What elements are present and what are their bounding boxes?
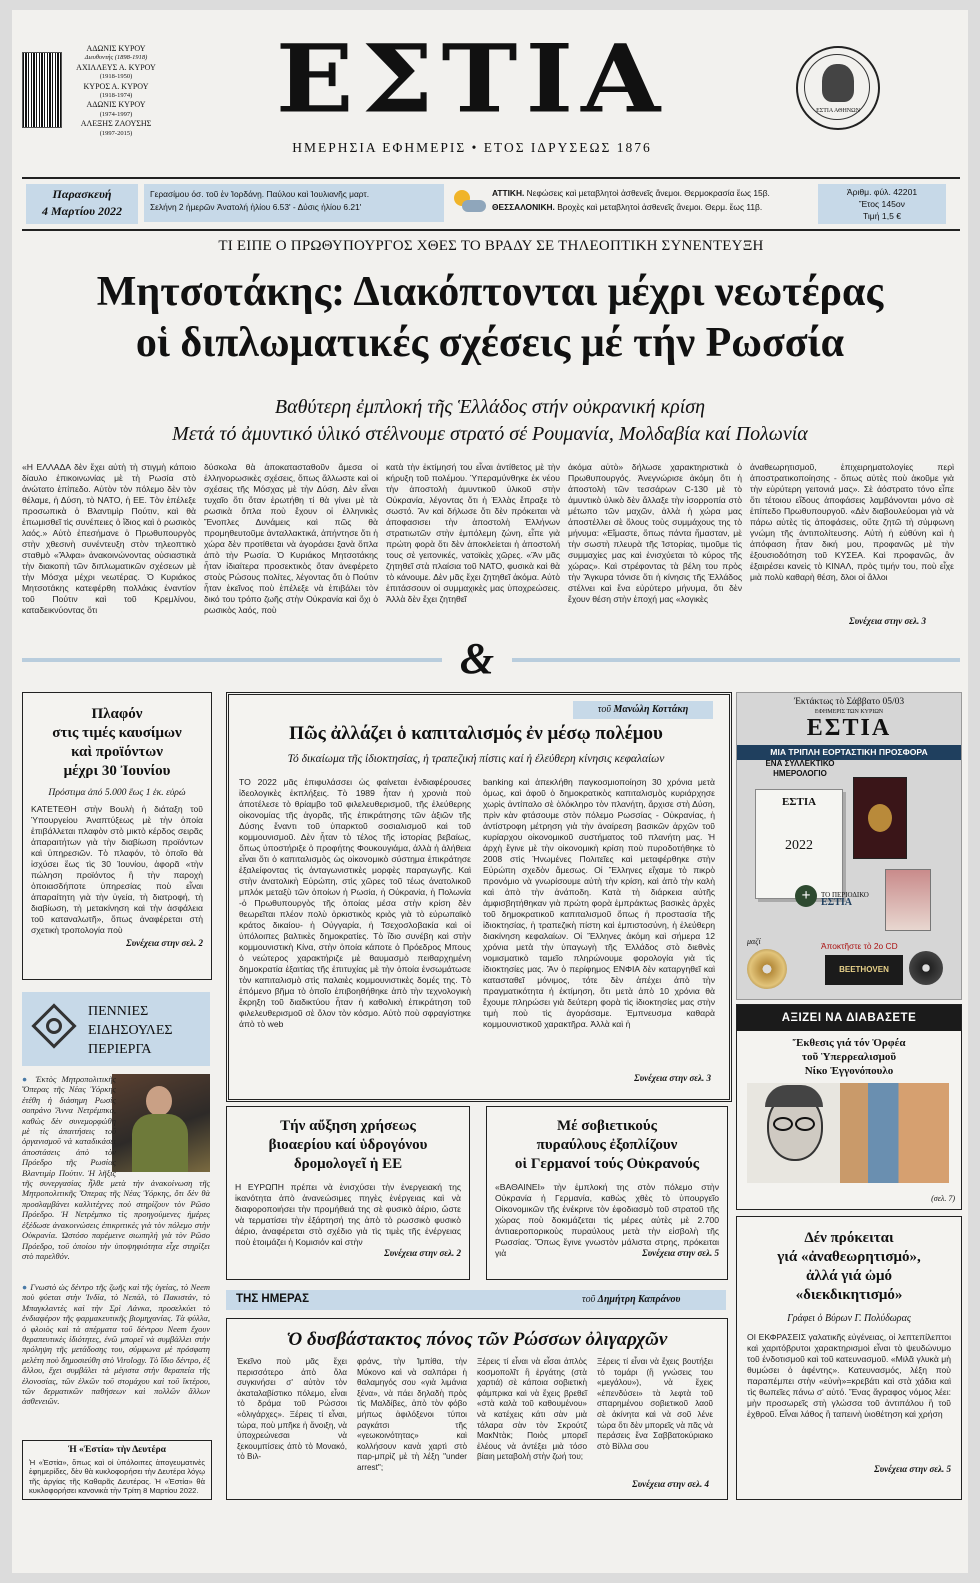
missiles-continued-link[interactable]: Συνέχεια στην σελ. 5 bbox=[642, 1248, 719, 1258]
lead-col-5: ἀναθεωρητισμοῦ, ἐπιχειρηματολογίες περὶ ἀποστρατικοποίησης - ὅπως αὐτὲς ποὺ ἀκοῦμε γιὰ τὴν εὐρύτερη γειτονιά μας». Σὲ ἀόστρατο τόνο εἶπε ὅτι τέτοιου εἴδους ἀποφάσεις λαμβάνονται μόνο σὲ ἐπίπεδο Πρωθυπουργοῦ. «Δὲν διαβουλεύομαι γιὰ νὰ πάρω αὐτὲς τὶς ἀποφάσεις, οὔτε ζητῶ τὴ σύμφωνη γνώμη τῆς ἀντιπολίτευσης. Αὐτὴ ἡ εὐθύνη καὶ ἡ ἀπόφαση ἦταν δική μου, προφανῶς μὲ τὴν ἐξουσιοδότηση τοῦ ΚΥΣΕΑ. Καὶ προφανῶς, ἂν ἐξαιρέσει κανεὶς τὸ ΚΙΝΑΛ, πρὸς τιμήν του, ποὺ εἶχε μιὰ πολὺ καθαρὴ θέση, δλοι οἱ ἄλλοι bbox=[750, 462, 954, 582]
capitalism-title: Πῶς ἀλλάζει ὁ καπιταλισμός ἐν μέσῳ πολέμου bbox=[289, 723, 663, 744]
oligarchs-col-1: Ἐκεῖνο ποὺ μᾶς ἔχει περισσότερο ἀπὸ ὅλα συγκινήσει σ' αὐτὸν τὸν ἀκαταλαβίστικο πόλεμο, εἶναι τὸ δράμα τοῦ Ρώσσοι «ὀλιγάρχες». Ξέρεις τί εἶναι, τώρα, ποὺ μπῆκε ἡ ἄνοιξη, νὰ ὑποχρεώνεσαι νὰ ξεκουμπίσεις ἀπὸ τὸ Μονακό, τὸ Βιλ- bbox=[237, 1357, 347, 1462]
cd-disc bbox=[747, 949, 787, 989]
worth-header: ΑΞΙΖΕΙ ΝΑ ΔΙΑΒΑΣΕΤΕ bbox=[737, 1005, 961, 1031]
lead-subheadline: Βαθύτερη ἐμπλοκή τῆς Ἑλλάδος στήν οὐκρανική κρίση Μετά τό ἀμυντικό ὑλικό στέλνουμε στρατό σέ Ρουμανία, Μολδαβία καί Πολωνία bbox=[172, 396, 808, 445]
lead-col-2: δύσκολα θὰ ἀποκατασταθοῦν ἄμεσα οἱ ἑλληνορωσικὲς σχέσεις, ὅπως ἄλλωστε καὶ οἱ σχέσεις τῆς Μόσχας μὲ τὴν Δύση. Δὲν εἶναι τυχαῖο ὅτι ὅταν ἐρωτήθη τί θὰ γίνει μὲ τὰ ρωσικὰ ὅπλα ποὺ ἔχουν οἱ ἑλληνικὲς Ἔνοπλες Δυνάμεις καὶ πῶς θὰ προμηθευτοῦμε ἀνταλλακτικά, ἀπήντησε ὅτι ἡ χώρα δὲν προτίθεται νὰ ἀγοράσει ξανὰ ὅπλα ἀπὸ τὴν Ρωσία. Ὁ Κυριάκος Μητσοτάκης ἦταν ἰδιαίτερα προσεκτικὸς ὅταν ἀνεφέρετο στοὺς Ρώσους πολίτες, λέγοντας ὅτι ὁ Πούτιν ἦταν ἐκεῖνος ποὺ ἐπέλεξε νὰ ἐπιβάλει τὸν δικό του τρόπο ζωῆς στὴν Οὐκρανία καὶ ὄχι ὁ ρωσικὸς λαός, ποὺ bbox=[204, 462, 378, 615]
fuel-body: ΚΑΤΕΤΕΘΗ στὴν Βουλὴ ἡ διάταξη τοῦ Ὑπουργείου Ἀναπτύξεως μὲ τὴν ὁποία ἐπιβάλλεται πλαφὸν στὸ μικτὸ κέρδος σειρᾶς ἀπαραιτήτων γιὰ τὴν διαβίωση προϊόντων καὶ ὑπηρεσιῶν. Τὸ πλαφόν, τὸ ὁποῖο θὰ ἰσχύσει ἕως τὶς 30 Ἰουνίου, ἀφορᾶ «τὴν πώληση προϊόντος ἢ τὴν παροχὴ ὁποιασδήποτε ὑπηρεσίας ποὺ εἶναι ἀπαραίτητη γιὰ τὴν ὑγεία, τὴ διατροφή, τὴ διαβίωση, τὴ μετακίνηση καὶ τὴν ἀσφάλεια τοῦ καταναλωτῆ», ὅπως ἀναφέρεται στὴ σχετικὴ τροπολογία ποὺ bbox=[31, 804, 203, 935]
lead-continued-link[interactable]: Συνέχεια στην σελ. 3 bbox=[849, 616, 926, 626]
monday-notice: Ἡ «Ἑστία» τὴν Δευτέρα Ἡ «Ἑστία», ὅπως καὶ οἱ ὑπόλοιπες ἀπογευματινὲς ἐφημερίδες, δὲν θὰ κυκλοφορήσει τὴν Δευτέρα λόγῳ τῆς ἀργίας τῆς Καθαρᾶς Δευτέρας. Ἡ «Ἑστία» θὰ κυκλοφορήσει κανονικὰ τὴν Τρίτη 8 Μαρτίου 2022. bbox=[22, 1440, 212, 1500]
oligarchs-continued-link[interactable]: Συνέχεια στην σελ. 4 bbox=[632, 1479, 709, 1489]
fuel-continued-link[interactable]: Συνέχεια στην σελ. 2 bbox=[126, 938, 203, 948]
biogas-title: Τήν αὔξηση χρήσεως βιοαερίου καί ὑδρογόνου δρομολογεῖ ἡ ΕΕ bbox=[268, 1118, 428, 1172]
newspaper-page bbox=[12, 10, 968, 1573]
biogas-continued-link[interactable]: Συνέχεια στην σελ. 2 bbox=[384, 1248, 461, 1258]
revisionism-body: ΟΙ ΕΚΦΡΑΣΕΙΣ γαλατικῆς εὐγένειας, οἱ λεπτεπίλεπτοι καὶ χαριτόβρυτοι χαρακτηρισμοὶ εἶναι τὸ ψευδώνυμο τοῦ ἐνδοτισμοῦ καὶ τοῦ κατευνασμοῦ. «Μιλᾶ γλυκὰ μὴ θυμώσει ὁ ἀφέντης». Κατευνασμός, λέξη ποὺ παραπέμπει στὴν «εὐνὴ»=κρεβάτι καὶ στὰ χάδια καὶ τὶς θωπεῖες πάνω σ' αὐτό. Ἕνας ἄγραφος νόμος λέει: μὴν προσωρεῖς στὴ γλώσσα τοῦ ἀντιπάλου ἢ τοῦ ἐχθροῦ. Εἶναι λάθος ἢ ταπεινὴ ὑιοθέτηση καὶ χρήση bbox=[747, 1332, 951, 1419]
worth-reading-box bbox=[736, 1004, 962, 1210]
divider-left bbox=[22, 658, 442, 662]
divider-right bbox=[512, 658, 960, 662]
capitalism-byline: τοῦ Μανώλη Κοττάκη bbox=[573, 701, 713, 719]
cd-disc-2 bbox=[909, 951, 943, 985]
plus-sign: + bbox=[795, 885, 817, 907]
biogas-body: Η ΕΥΡΩΠΗ πρέπει νὰ ἐνισχύσει τὴν ἐνεργειακή της ἱκανότητα ἀπὸ ἀνανεώσιμες πηγὲς ἐνέργειας καὶ νὰ διαφοροποιήσει τὴν προμήθειά της σὲ φυσικὸ ἀέριο, ὥστε νὰ τερματίσει τὴν ἐξάρτησή της ἀπὸ τὸ ρωσσικὸ φυσικὸ ἀέριο, ἀναφέρεται στὸ σχέδιο γιὰ τὶς τιμὲς τῆς ἐνέργειας ποὺ ἑτοιμάζει ἡ Κομισιόν καὶ στὴν bbox=[235, 1182, 461, 1247]
calendar-book: ΕΣΤΙΑ 2022 bbox=[755, 789, 843, 899]
oligarchs-article bbox=[226, 1318, 728, 1500]
almanac: Γερασίμου όσ. τοῦ ἐν Ἰορδάνῃ. Παύλου καὶ Ἰουλιανῆς μαρτ. Σελήνη 2 ἡμερῶν Ἀνατολή ἡλίου 6.53' - Δύσις ἡλίου 6.21' bbox=[144, 184, 444, 222]
promo-brand: ΕΣΤΙΑ bbox=[806, 715, 892, 741]
promo-ad[interactable]: Ἐκτάκτως τὸ Σάββατο 05/03 ΕΦΗΜΕΡΙΣ ΤΩΝ ΚΥΡΙΩΝ ΕΣΤΙΑ ΜΙΑ ΤΡΙΠΛΗ ΕΟΡΤΑΣΤΙΚΗ ΠΡΟΣΦΟΡΑ ΕΝΑ ΣΥΛΛΕΚΤΙΚΟ ΗΜΕΡΟΛΟΓΙΟ ΕΣΤΙΑ 2022 + ΤΟ ΠΕΡΙΟΔΙΚΟ ΕΣΤΙΑ μαζί Ἀποκτῆστε τὸ 2ο CD BEETHOVEN bbox=[736, 692, 962, 1000]
capitalism-continued-link[interactable]: Συνέχεια στην σελ. 3 bbox=[634, 1073, 711, 1083]
day-section-label: ΤΗΣ ΗΜΕΡΑΣ bbox=[236, 1293, 310, 1305]
capitalism-article bbox=[226, 692, 732, 1102]
revisionism-box bbox=[736, 1216, 962, 1500]
gossip-title: ΠΕΝΝΙΕΣ ΕΙΔΗΣΟΥΛΕΣ ΠΕΡΙΕΡΓΑ bbox=[88, 1004, 173, 1057]
promo-banner: ΜΙΑ ΤΡΙΠΛΗ ΕΟΡΤΑΣΤΙΚΗ ΠΡΟΣΦΟΡΑ bbox=[737, 745, 961, 760]
oligarchs-col-2: φράνς, τὴν Ἰμπίθα, τὴν Μύκονο καὶ νὰ σαλπάρει ἡ θαλαμηγός σου «γιὰ λιμάνια ξένα», νὰ πάει δηλαδὴ πρὸς τὶς Μαλδίβες, ἀπὸ τὸν φόβο μήπως ἀφιλόξενοι τύποι ραγκάτσι τῆς «γεωκοινότητας» καὶ κολλήσουν κανὰ χαρτὶ στὸ παρ-μπρὶζ μὲ τὴ λέξη "under arrest"; bbox=[357, 1357, 467, 1472]
fuel-title: Πλαφόν στις τιμές καυσίμων καὶ προϊόντων μέχρι 30 Ἰουνίου bbox=[52, 706, 182, 779]
capitalism-col-1: ΤΟ 2022 μᾶς ἐπιφυλάσσει ὡς φαίνεται ἐνδιαφέρουσες ἰδεολογικὲς ἐκπλήξεις. Τὸ 1989 ἦταν ἡ χρονιὰ ποὺ ἀποτέλεσε τὸ θρίαμβο τοῦ φιλελευθερισμοῦ, τῆς ἐλεύθερης οἰκονομίας τῆς ἀγορᾶς, τῆς ἐπικράτησης τῶν ἀξιῶν τῆς Δύσης ἔναντι τοῦ ὑπαρκτοῦ σοσιαλισμοῦ καὶ τοῦ κομμουνισμοῦ. Δὲν ἦταν τὸ τέλος τῆς ἱστορίας βεβαίως, ὅπως ὑποστήριξε ὁ προφήτης Φουκουγιάμα, ἀλλὰ ἡ ἀλήθεια εἶναι ὅτι ὁ καπιταλισμὸς ὡς οἰκονομικὸ σύστημα ἐπικράτησε ἐξαλείφοντας τὶς ἀνταγωνιστικὲς μορφὲς παραγωγῆς. Καὶ στὴν ἀνατολικὴ Εὐρώπη, στὶς χῶρες τοῦ τέως ἀνατολικοῦ μπλόκ μεταξὺ τῶν ὁποίων ἡ Ρωσία, ἡ Οὐκρανία, ἡ Πολωνία -ὁ Πρωθυπουργὸς τῆς ὁποίας μέσα στὴν κρίση δὲν θεωρεῖται πλέον πολὺ ὀρκιστικὸς κριὸς γιὰ τὸ εὐρωπαϊκὸ κράτος δικαίου- ἡ Οὐγγαρία, ἡ Τσεχοσλοβακία καὶ οἱ ὑπόλοιπες βαλτικὲς δημοκρατίες. Τὸ ἴδιο συνέβη καὶ στὴν κομμουνιστικὴ Κίνα, στὴν ὁποία κάποτε ὁ Πρόεδρος Μπους ὁ νεώτερος χαρακτήριζε μὲ θαυμασμὸ πειθαρχημένη δημοκρατία ἐξαιτίας τῆς ἐπιτυχίας μὲ τὴν ὁποία ἐνσωμάτωσε τὸν καπιταλισμὸ στὶς παλαιὲς κομμουνιστικὲς δομές της. Τὸ ἑπόμενο βῆμα τὸ ὁποῖο ἐπιβοηθήθηκε ἀπὸ τὴν τεχνολογικὴ ἔκρηξη τοῦ διαδικτύου ἦταν ἡ καθολικὴ ἐπικράτηση τοῦ φιλελευθερισμοῦ σὲ ὅλον τὸν κόσμο. Αὐτὸ ποὺ σφραγίστηκε ἀπὸ τὸ web bbox=[239, 777, 471, 1029]
missiles-box bbox=[486, 1106, 728, 1280]
lead-col-3: κατὰ τὴν ἐκτίμησή του εἶναι ἀντίθετος μὲ τὴν κήρυξη τοῦ πολέμου. Ὑπεραμύνθηκε ἐκ νέου τὴν ἀποστολὴ ἀμυντικοῦ ὑλικοῦ στὴν Οὐκρανία, λέγοντας ὅτι ἡ Ἑλλὰς ἔπραξε τὸ σωστό. Ἂν καὶ δήλωσε ὅτι δὲν πρόκειται νὰ ἀποφασισει τὴν ἀποστολὴ Ἑλλήνων στρατιωτῶν στὴν ἐμπόλεμη ζώνη, εἶπε γιὰ πρώτη φορὰ ὅτι δὲν ἀποκλείεται ἡ ἀποστολή τους σὲ γειτονικές, νατοϊκὲς χῶρες. «Ἂν μᾶς ζητηθεῖ στὰ πλαίσια τοῦ ΝΑΤΟ, φυσικὰ καὶ θὰ τὸ κάνουμε. Δὲν μᾶς ἔχει ζητηθεῖ ἀκόμα. Αὐτὸ ἐπιτάσσουν οἱ συμμαχικὲς μας ὑποχρεώσεις. Ἀλλὰ δὲν ἔχει ζητηθεῖ bbox=[386, 462, 560, 604]
barcode bbox=[22, 52, 62, 128]
masthead-subtitle: ΗΜΕΡΗΣΙΑ ΕΦΗΜΕΡΙΣ • ΕΤΟΣ ΙΔΡΥΣΕΩΣ 1876 bbox=[292, 140, 652, 155]
oligarchs-col-3: Ξέρεις τί εἶναι νὰ εἶσαι ἀπλὸς κοσμοπολῖτ ἢ ἐργάτης (στὰ χαρτιά) σὲ κάποια σοβιετικὴ φάμπρικα καὶ νὰ ἔχεις βρεθεῖ «στὰ καλὰ τοῦ καθουμένου» νὰ κατέχεις κάτι σὰν μιὰ τάλαρα σὰν τὸν Σκρούτζ ΜακΝτὰκ; Ποιὸς μπορεῖ ἐλέους νὰ ἀντέξει μιὰ τόσο βίαιη μεταβολὴ στὴν ζωή του; bbox=[477, 1357, 587, 1462]
worth-title: Ἔκθεσις γιά τόν Ὀρφέα τοῦ Ὑπερρεαλισμοῦ Νίκο Ἐγγονόπουλο bbox=[792, 1037, 906, 1077]
revisionism-continued-link[interactable]: Συνέχεια στην σελ. 5 bbox=[874, 1464, 951, 1474]
ornament-icon bbox=[34, 1006, 74, 1046]
revisionism-title: Δέν πρόκειται γιά «ἀναθεωρητισμό», ἀλλά γιά ὠμό «διεκδικητισμό» bbox=[777, 1230, 921, 1303]
capitalism-col-2: banking καὶ ἀπεκλήθη παγκοσμιοποίηση 30 χρόνια μετὰ ὁμως, καὶ ἀφοῦ ὁ δημοκρατικὸς καπιταλισμὸς κυριάρχησε χωρὶς ἀντίπαλο σὲ ὁλόκληρο τὸν πλανήτη, ἄρχισε στὴ Δύση, πρὶν κὰν φτάσουμε στὸν πόλεμο Ρωσσίας - Οὐκρανίας, ἡ ἀντίστροφη μέτρηση γιὰ τὴν ἀναίρεση βασικῶν ἀρχῶν τοῦ κυρίαρχου οἰκονομικοῦ συστήματος τοῦ πλανήτη μας. Ἡ ἀρχὴ ἔγινε μὲ τὴν οἰκονομικὴ κρίση ποὺ πυροδοτήθηκε τὸ 2008 στὶς Ἡνωμένες Πολιτεῖες καὶ μεταφέρθηκε στὴν Εὐρώπη σχεδὸν ἄμεσως. Οἱ Ἕλληνες εἴχαμε τὸ πικρὸ προνόμιο νὰ γνωρίσουμε αὐτὴ τὴν κρίση, καὶ ἀπὸ τὴν καλὴ καὶ ἀπὸ τὴν ἀνάποδη. Κατὰ τὴ διάρκεια αὐτῆς ἀμφισβητήθηκαν γιὰ πρώτη φορὰ ἐμπράκτως βασικὲς ἀρχὲς τοῦ δημοκρατικοῦ καπιταλισμοῦ ὅπως ἡ προστασία τῆς ἰδιοκτησίας, ἡ τραπεζικὴ πίστη καὶ ἐμπιστοσύνη, ἡ ἐλεύθερη διακίνηση κεφαλαίων. Οἱ Ἕλληνες ἀκόμη καὶ σήμερα 12 χρόνια μετὰ τὴν ὑπαγωγὴ τῆς Ἑλλάδος στὸ διεθνὲς νομισματικὸ ταμεῖο πληρώνουμε φορολογία γιὰ τὶς ἰδιοκτησίες μας. Ἂν ὁ περίφημος ΕΝΦΙΑ δὲν καταργηθεῖ καὶ κατασταθεῖ μόνιμος, τότε δὲν ἀπέχει ἀπὸ τὴν πραγματικότητα ἡ ἐκτίμηση, ὅτι μετὰ ἀπὸ 10 χρόνια θὰ ἔχουμε πληρώσει γιὰ δεύτερη φορὰ τὶς ἰδιοκτησίες μας στὴν τιμὴ ποὺ τὶς ἀγοράσαμε. Ἐμπνευσμα καθαρὰ κομμουνιστικοῦ χαρακτῆρα. Ἀλλὰ καὶ ἡ bbox=[483, 777, 715, 1029]
oligarchs-col-4: Ξέρεις τί εἶναι νὰ ἔχεις βουτήξει τὸ τομάρι (ἢ γνώσεις του «μεγάλου»), νὰ ἔχεις «ἐπενδύσει» τὰ λεφτὰ τοῦ σπαρημένου σοβιετικοῦ λαοῦ σὲ ἀκίνητα καὶ νὰ σοῦ λένε τώρα ὅτι δὲν μπορεῖς νὰ πᾶς νὰ περάσεις ἕνα Σαββατοκύριακο στὸ Βίλλα σου bbox=[597, 1357, 713, 1451]
lead-col-1: «Η ΕΛΛΑΔΑ δὲν ἔχει αὐτὴ τὴ στιγμὴ κάποιο δίαυλο ἐπικοινωνίας μὲ τὴ Ρωσία στὸ ἀνώτατο ἐπίπεδο. Αὐτὸν τὸν πόλεμο δὲν τὸν θέλαμε, ἡ Δύση, τὸ ΝΑΤΟ, ἡ ΕΕ. Τὸν ἐπέλεξε προσωπικὰ ὁ Βλαντιμὶρ Πούτιν, καὶ θὰ ἐπωμισθεῖ τὶς συνέπειες ὁ ἴδιος καὶ ὁ ρωσικὸς λαός.» Αὐτὸ ἐπεσήμανε ὁ Πρωθυπουργὸς στὴν χθεσινὴ συνέντευξη στὸν τηλεοπτικὸ σταθμὸ «Ἄλφα» ἀνακοινώνοντας οὐσιαστικὰ τὴν διακοπὴ τῶν διπλωματικῶν σχέσεων μὲ τὴν Μόσχα μέχρι νεωτέρας. Ὁ Κυριάκος Μητσοτάκης κατεφέρθη πολλάκις ἐναντίον τοῦ Πούτιν καὶ τοῦ Κρεμλίνου, καταδεικνύοντας ὅτι bbox=[22, 462, 196, 615]
date-box: Παρασκευή 4 Μαρτίου 2022 bbox=[26, 184, 138, 224]
missiles-title: Μέ σοβιετικούς πυραύλους ἐξοπλίζουν οἱ Γερμανοί τούς Οὐκρανούς bbox=[514, 1118, 700, 1172]
lead-col-4: ἀκόμα αὐτὸ» δήλωσε χαρακτηριστικὰ ὁ Πρωθυπουργός. Ἀνεγνώρισε ἀκόμη ὅτι ἡ ἀποστολὴ τῶν τεσσάρων C-130 μὲ τὸ ἀμυντικὸ ὑλικὸ δὲν ἄλλαξε τὴν ἰσορροπία στὸ μέτωπο τῶν μαχῶν, ἀλλὰ ἡ χώρα μας ἀποστέλλει σὲ ὅλους τοὺς συμμάχους της τὸ μήνυμα: «Εἴμαστε, ὅπως πάντα ἤμασταν, μὲ τὴν σωστὴ πλευρὰ τῆς Ἱστορίας, τιμοῦμε τὶς συμμαχίες μας καὶ ἐνισχύεται τὸ κύρος τῆς χώρας». Καὶ στρέφοντας τὰ βέλη του πρὸς τὴν Ἄγκυρα τόνισε ὅτι ἡ κίνησις τῆς Ἑλλάδος στέλνει καὶ ἕνα εὐρύτερο μήνυμα, ὅτι δὲν ἔχουν θέση στὴν ἐποχή μας «λογικὲς bbox=[568, 462, 742, 604]
biogas-box bbox=[226, 1106, 470, 1280]
lead-kicker: ΤΙ ΕΙΠΕ Ο ΠΡΩΘΥΠΟΥΡΓΟΣ ΧΘΕΣ ΤΟ ΒΡΑΔΥ ΣΕ ΤΗΛΕΟΠΤΙΚΗ ΣΥΝΕΝΤΕΥΞΗ bbox=[218, 238, 764, 254]
gossip-header bbox=[22, 992, 210, 1066]
capitalism-subtitle: Τό δικαίωμα τῆς ἰδιοκτησίας, ἡ τραπεζική πίστις καί ἡ ἐλεύθερη κίνησις κεφαλαίων bbox=[287, 753, 665, 765]
revisionism-byline: Γράφει ὁ Βύρων Γ. Πολύδωρας bbox=[787, 1313, 911, 1324]
ampersand-ornament: & bbox=[459, 634, 495, 683]
weather-forecast: ΑΤΤΙΚΗ. Νεφώσεις καὶ μεταβλητοὶ ἀσθενεῖς ἄνεμοι. Θερμοκρασία ἕως 15β. ΘΕΣΣΑΛΟΝΙΚΗ. Βροχὲς καὶ μεταβλητοὶ ἀσθενεῖς ἄνεμοι. Θερμ. ἕως 11β. bbox=[492, 188, 770, 212]
red-book bbox=[853, 777, 907, 859]
missiles-body: «ΒΑΘΑΙΝΕΙ» τὴν ἐμπλοκή της στὸν πόλεμο στὴν Οὐκρανία ἡ Γερμανία, καθὼς χθὲς τὸ ὑπουργεῖο Οἰκονομικῶν τῆς ἐνέκρινε τὸν ἐφοδιασμὸ τοῦ στρατοῦ τῆς χώρας ποὺ δοκιμάζεται τὶς μέρες αὐτὲς μὲ 2.700 ἀντιαεροπορικοὺς πυραύλους μετὰ τὴν εἰσβολὴ τῆς Ρωσσίας. Ὅπως ἔγινε γνωστὸν μάλιστα στρης, πρόκειται γιὰ bbox=[495, 1182, 719, 1258]
day-section-byline: τοῦ Δημήτρη Καπράνου bbox=[582, 1294, 681, 1305]
oligarchs-title: Ὁ δυσβάστακτος πόνος τῶν Ρώσσων ὀλιγαρχῶν bbox=[286, 1329, 668, 1350]
promo-top: Ἐκτάκτως τὸ Σάββατο 05/03 bbox=[793, 697, 905, 707]
weather-icon bbox=[452, 188, 488, 218]
fuel-cap-box bbox=[22, 692, 212, 980]
issue-info: Ἀριθμ. φύλ. 42201 Ἔτος 145ον Τιμή 1,5 € bbox=[818, 184, 946, 224]
worth-page[interactable]: (σελ. 7) bbox=[931, 1194, 955, 1203]
magazine-cover bbox=[885, 869, 931, 931]
gossip-item-2: ● Γνωστὸ ὡς δέντρο τῆς ζωῆς καὶ τῆς ὑγείας, τὸ Neem ποὺ φύεται στὴν Ἰνδία, τὸ Νεπάλ, τὸ Πακιστάν, τὸ Μπαγκλαντὲς καὶ τὴν Σρὶ Λάνκα, προσελκύει τὸ ἐνδιαφέρον τῆς φαρμακευτικῆς βιομηχανίας. Τὰ φύλλα, ὁ φλοιὸς καὶ τὰ σπέρματα τοῦ δέντρου Neem ἔχουν θεραπευτικὲς ἰδιότητες, ἐνῶ μπορεῖ νὰ συμβάλλει στὴν πρόληψη τῆς μετάδοσης του, σύμφωνα μὲ πρόσφατη μελέτη ποὺ δημοσιεύθη στὸ Virology. Τὸ ἴδιο δέντρο, ἐξ ἄλλου, ἔχει συμβάλει τὰ μέγιστα στὴν θεραπεία τῆς ἑλονοσίας, τῶν ἑλκῶν τοῦ στομάχου καὶ τοῦ ἴκτέρου, τῶν δερματικῶν παθήσεων καὶ πολλῶν ἄλλων ἀσθενειῶν. bbox=[22, 1282, 211, 1407]
seal-logo: ΕΣΤΙΑ ΑΘΗΝΩΝ bbox=[796, 46, 880, 130]
fuel-subtitle: Πρόστιμα ἀπό 5.000 ἕως 1 ἑκ. εὐρώ bbox=[48, 787, 186, 798]
lead-headline: Μητσοτάκης: Διακόπτονται μέχρι νεωτέρας οἱ διπλωματικές σχέσεις μέ τήν Ρωσσία bbox=[96, 269, 884, 366]
masthead-title: ΕΣΤΙΑ bbox=[275, 24, 669, 135]
engonopoulos-portrait bbox=[747, 1083, 949, 1183]
founders-list: ΑΔΩΝΙΣ ΚΥΡΟΥ Διευθυντής (1898-1918) ΑΧΙΛΛΕΥΣ Α. ΚΥΡΟΥ (1918-1950) ΚΥΡΟΣ Α. ΚΥΡΟΥ (1918-1974) ΑΔΩΝΙΣ ΚΥΡΟΥ (1974-1997) ΑΛΕΞΗΣ ΖΑΟΥΣΗΣ (1997-2015) bbox=[76, 44, 156, 137]
gossip-item-1: ● Ἐκτὸς Μητροπολιτικῆς Ὄπερας τῆς Νέας Ὑόρκης ἐτέθη ἡ διάσημη Ρωσίς σοπράνο Ἄννα Νετρέμπκο, καθὼς δὲν συνεμορφώθη μὲ τὶς ἀπαιτήσεις τοῦ ὀργανισμοῦ νὰ καταδικάσει ἀποστάσεις ἀπὸ τὸν Πρόεδρο τῆς Ρωσίας Βλαντιμὶρ Πούτιν. Ἡ λῆξις τῆς συνεργασίας ἦλθε μετὰ τὴν ἀνακοίνωση τῆς Μητροπολιτικῆς Ὄπερας τῆς Νέας Ὑόρκης, ὅτι δὲν θὰ προσλαμβάνει καλλιτέχνες ποὺ στηρίζουν τὸν Ρῶσο Πρόεδρο. Ἡ Νετρέμπκο τὶς προηγούμενες ἡμέρες ἐξέδωσε ἀνακοινώσεις ἐπικριτικὲς γιὰ τὸν πόλεμο στὴν Οὐκρανία. Ὡστόσο παρέμεινε σιωπηλὴ γιὰ τὸν Ρῶσο Πρόεδρο, τοῦ ὁποίου τὴν ὑποψηφιότητα εἶχε στηρίξει στὸ παρελθόν. bbox=[22, 1074, 210, 1261]
cd-cover: BEETHOVEN bbox=[825, 955, 903, 985]
